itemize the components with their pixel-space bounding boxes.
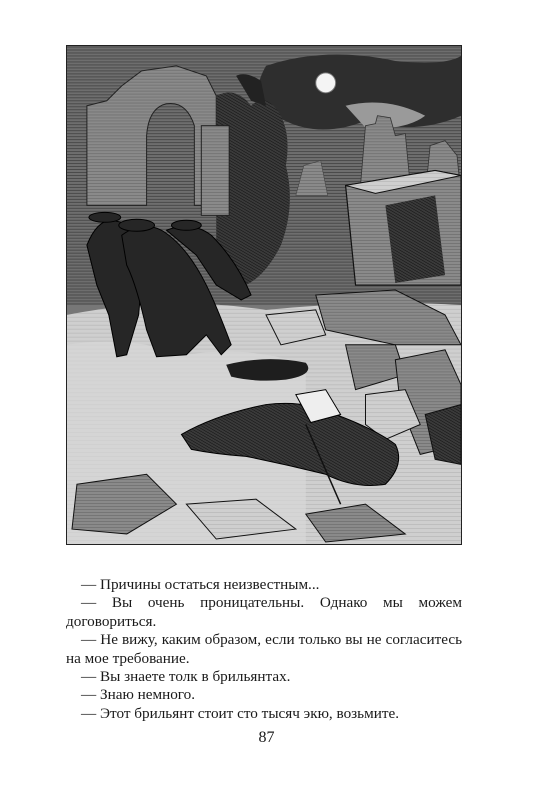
dialogue-line: — Причины остаться неизвестным... — [81, 576, 320, 593]
dialogue-line: — Знаю немного. — [81, 686, 196, 704]
shadow-figure — [226, 359, 308, 380]
moon — [316, 73, 336, 93]
page-number: 87 — [258, 729, 275, 746]
body-text — [66, 576, 462, 723]
dialogue-line: — Вы знаете толк в брильянтах. — [81, 668, 291, 686]
engraving-svg — [67, 46, 461, 544]
dialogue-line: — Вы очень проницательны. Однако мы можем договориться. — [66, 594, 462, 630]
engraving-illustration — [66, 45, 462, 545]
dialogue-line: — Этот брильянт стоит сто тысяч экю, возьмите. — [81, 704, 400, 722]
dialogue-line: — Не вижу, каким образом, если только вы не согласитесь на мое требование. — [66, 631, 462, 667]
